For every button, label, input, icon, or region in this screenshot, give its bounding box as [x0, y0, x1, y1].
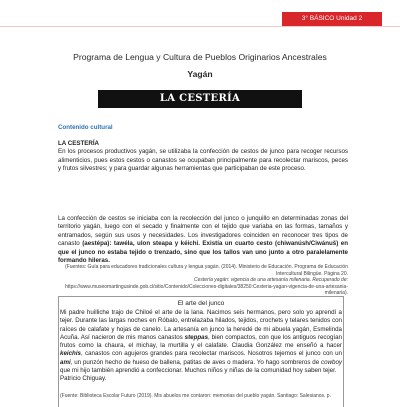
story-title: El arte del junco [177, 300, 225, 307]
paragraph-text: La confección de cestos se iniciaba con la recolección del junco o junquillo en determinadas zonas del territorio yagán, luego con el secado y finalmente con el tejido que variaba en las formas, tamaños y entramados, según sus usos y necesidades. Los investigadores coinciden en reconocer tres tipos de canasto [58, 215, 348, 248]
section-label: Contenido cultural [58, 124, 113, 131]
language-title: Yagán [187, 69, 213, 79]
source-line: (Fuentes: Guía para educadores tradicionales cultura y lengua yagán. (2014). Ministerio de Educación. Programa de Educación Intercultural Bilingüe. Página 20. [65, 264, 348, 277]
term-steppas: steppas [184, 333, 209, 341]
sources-block [58, 264, 348, 297]
paragraph-text: En los procesos productivos yagán, se utilizaba la confección de cestos de junco para recoger recursos alimenticios, pues estos cestos o canastos se ocupaban principalmente para recolectar mariscos, peces y frutos silvestres; y para guardar algunas herramientas que participaban de este proceso. [58, 148, 348, 173]
source-line: Cestería yagán: vigencia de una artesanía milenaria. Recuperado de: [194, 277, 348, 284]
story-source: (Fuente: Biblioteca Escolar Futuro (2019). Mis abuelos me contaron: memorias del pueblo yagán. Santiago: Salesianos. p. [60, 393, 331, 399]
term-keichis: keichis [60, 350, 81, 358]
term-ami: ami [60, 358, 71, 366]
story-text: Mi padre huilliche trajo de Chiloé el arte de la lana. Nacimos seis hermanos, pero solo yo aprendí a tejer. Durante las largas noches en Róbalo, entrelazaba hilados, tejidos, crochets y telares tenidos con raíces de calafate y hojas de canelo. La artesanía en junco la heredé de mi abuela yagán, Esmelinda Acuña. Así nacieron de mis manos canastos steppas, bien compactos, con que los antiguos recogían frutos como la chaura, el michay, la murtilla y el calafate. Claudia González me enseñó a hacer keichis, canastos con agujeros grandes para recolectar mariscos. Nosotros tejemos el junco con un ami, un punzón hecho de hueso de ballena, patitas de aves o madera. Yo hago sombreros de cowboy que mi hijo también aprendió a confeccionar. Muchos niños y niñas de la comunidad hoy saben tejer. Patricio Chiguay. [60, 309, 342, 383]
paragraph-bold-text: (aestépa): tawéla, ulon steapa y kéichi. Existía un cuarto cesto (chiwanúsh/Ciwánuš) en que el junco no estaba tejido o trenzado, sino que los tallos van uno junto a otro paralelamente formando hileras. [58, 240, 349, 265]
paragraph-confeccion [58, 215, 348, 265]
page-title: LA CESTERÍA [98, 90, 302, 108]
term-cowboy: cowboy [321, 358, 342, 366]
paragraph-cesteria [58, 140, 348, 174]
paragraph-heading: LA CESTERÍA [58, 140, 100, 147]
story-signature: Patricio Chiguay. [60, 375, 107, 383]
source-url: https://www.museomartingusinde.gob.cl/sitio/Contenido/Colecciones-digitales/38250:Cesteria-yagan-vigencia-de-una-artesania-milenaria). [65, 283, 348, 297]
program-title: Programa de Lengua y Cultura de Pueblos Originarios Ancestrales [73, 52, 327, 62]
header-divider [0, 26, 400, 27]
grade-unit-badge: 3° BÁSICO Unidad 2 [282, 12, 382, 26]
